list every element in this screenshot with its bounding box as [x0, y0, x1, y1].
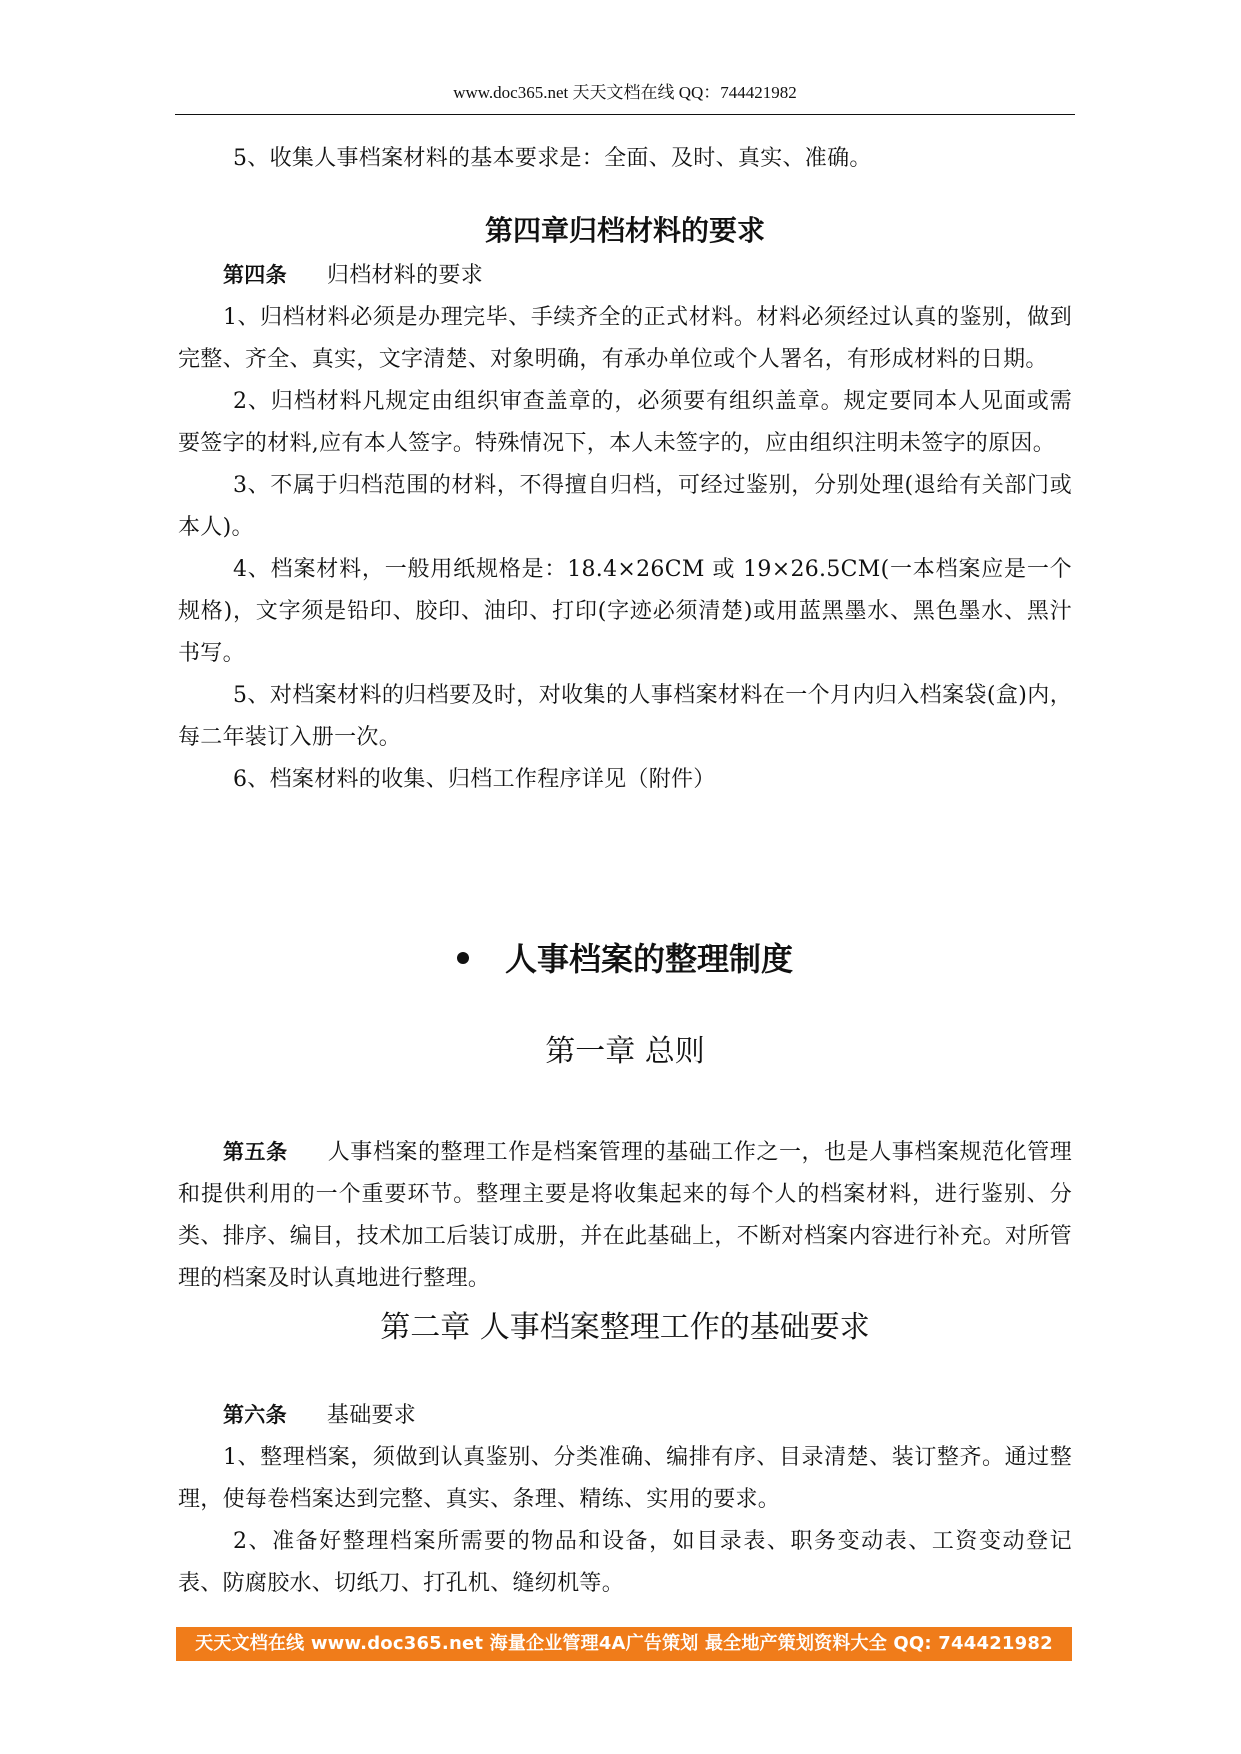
- intro-line: 5、收集人事档案材料的基本要求是：全面、及时、真实、准确。: [233, 146, 872, 171]
- chapter2-article-heading: [178, 1394, 1072, 1437]
- chapter1-article-text: 人事档案的整理工作是档案管理的基础工作之一，也是人事档案规范化管理和提供利用的一个重要环节。整理主要是将收集起来的每个人的档案材料，进行鉴别、分类、排序、编目，技术加工后装订成册，并在此基础上，不断对档案内容进行补充。对所管理的档案及时认真地进行整理。: [178, 1140, 1072, 1291]
- footer-banner[interactable]: 天天文档在线 www.doc365.net 海量企业管理4A广告策划 最全地产策划资料大全 QQ: 744421982: [176, 1627, 1072, 1661]
- chapter4-item-4: 4、档案材料，一般用纸规格是：18.4×26CM 或 19×26.5CM(一本档案应是一个规格)，文字须是铅印、胶印、油印、打印(字迹必须清楚)或用蓝黑墨水、黑色墨水、黑汁书写。: [178, 557, 1072, 666]
- chapter2-item-2: 2、准备好整理档案所需要的物品和设备，如目录表、职务变动表、工资变动登记表、防腐胶水、切纸刀、打孔机、缝纫机等。: [178, 1529, 1072, 1596]
- chapter4-article-label: 第四条: [223, 263, 287, 287]
- chapter4-item-6: 6、档案材料的收集、归档工作程序详见（附件）: [233, 767, 716, 792]
- chapter4-item-2: 2、归档材料凡规定由组织审查盖章的，必须要有组织盖章。规定要同本人见面或需要签字的材料,应有本人签字。特殊情况下，本人未签字的，应由组织注明未签字的原因。: [178, 389, 1072, 456]
- chapter4-article-heading: [178, 254, 1072, 297]
- chapter4-title: 第四章归档材料的要求: [484, 214, 765, 247]
- header-divider: [175, 114, 1075, 115]
- chapter2-article-label: 第六条: [223, 1403, 287, 1427]
- page-header: www.doc365.net 天天文档在线 QQ：744421982: [453, 83, 797, 102]
- chapter4-item-3: 3、不属于归档范围的材料，不得擅自归档，可经过鉴别，分别处理(退给有关部门或本人)。: [178, 473, 1072, 540]
- chapter4-article-title: 归档材料的要求: [326, 263, 484, 288]
- chapter4-item-5: 5、对档案材料的归档要及时，对收集的人事档案材料在一个月内归入档案袋(盒)内，每二年装订入册一次。: [178, 683, 1072, 750]
- chapter2-item-1: 1、整理档案，须做到认真鉴别、分类准确、编排有序、目录清楚、装订整齐。通过整理，使每卷档案达到完整、真实、条理、精练、实用的要求。: [178, 1445, 1072, 1512]
- bullet-icon: [457, 952, 469, 964]
- chapter1-title: 第一章 总则: [545, 1034, 705, 1069]
- chapter1-article: [178, 1131, 1072, 1300]
- chapter2-article-title: 基础要求: [326, 1403, 417, 1428]
- section-heading: [178, 938, 1072, 980]
- section-title: 人事档案的整理制度: [504, 940, 793, 978]
- chapter4-item-1: 1、归档材料必须是办理完毕、手续齐全的正式材料。材料必须经过认真的鉴别，做到完整、齐全、真实，文字清楚、对象明确，有承办单位或个人署名，有形成材料的日期。: [178, 305, 1072, 372]
- chapter2-title: 第二章 人事档案整理工作的基础要求: [380, 1310, 870, 1345]
- chapter1-article-label: 第五条: [223, 1140, 288, 1164]
